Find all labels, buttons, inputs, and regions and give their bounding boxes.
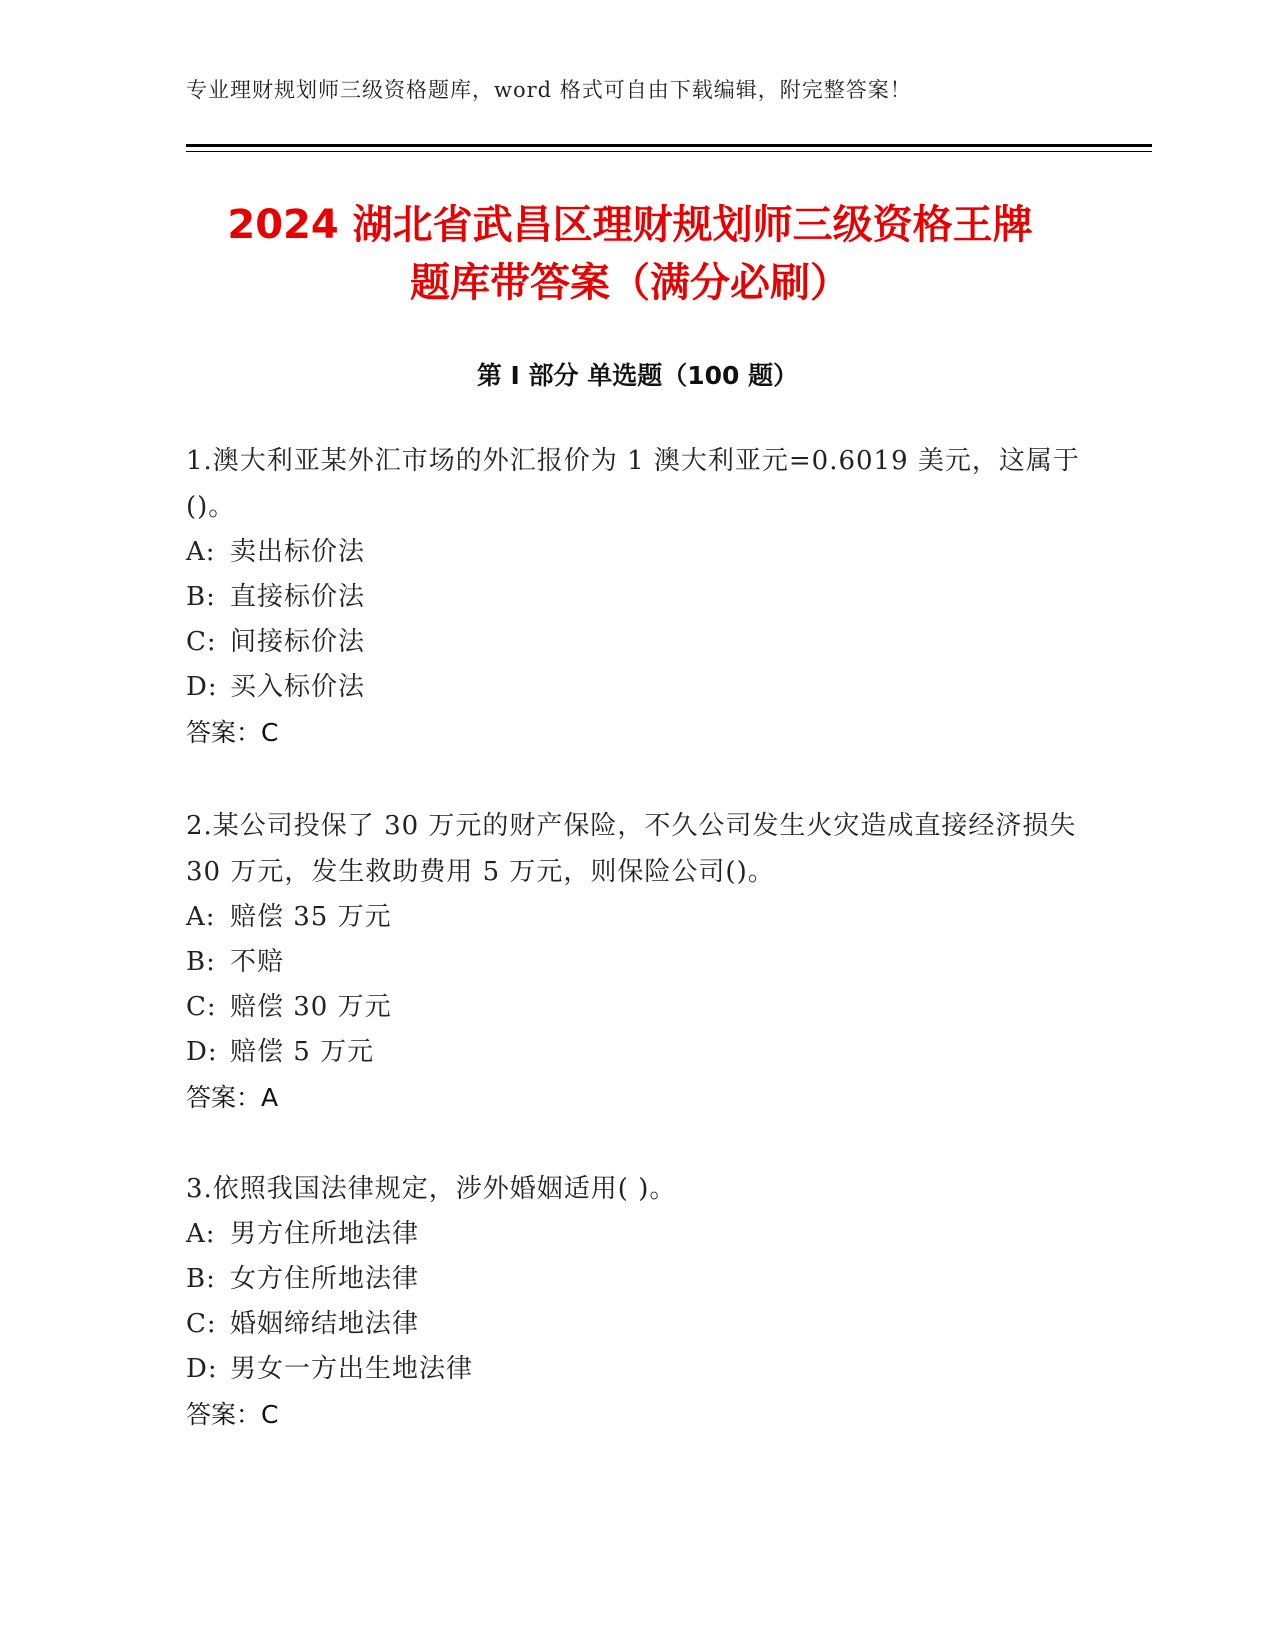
option-key: B: (186, 582, 216, 612)
option-text: 婚姻缔结地法律 (230, 1309, 420, 1339)
option-b (186, 575, 1086, 620)
option-text: 间接标价法 (230, 627, 366, 657)
option-c (186, 620, 1086, 665)
option-text: 男女一方出生地法律 (230, 1354, 474, 1384)
option-key: C: (186, 992, 217, 1022)
answer: 答案：C (186, 1400, 279, 1429)
option-text: 买入标价法 (230, 672, 366, 702)
question-stem: 3.依照我国法律规定，涉外婚姻适用( )。 (186, 1174, 677, 1204)
option-d (186, 1030, 1086, 1075)
option-text: 直接标价法 (230, 582, 366, 612)
option-a (186, 895, 1086, 940)
option-key: D: (186, 1037, 218, 1067)
option-b (186, 940, 1086, 985)
option-key: B: (186, 947, 216, 977)
document-title (180, 196, 1080, 312)
answer: 答案：A (186, 1083, 279, 1112)
header-rule-thin (186, 151, 1152, 152)
option-key: C: (186, 627, 217, 657)
header-rule-thick (186, 144, 1152, 147)
question-stem: 1.澳大利亚某外汇市场的外汇报价为 1 澳大利亚元=0.6019 美元，这属于()。 (186, 446, 1080, 522)
option-text: 赔偿 5 万元 (230, 1037, 375, 1067)
option-key: C: (186, 1309, 217, 1339)
option-d (186, 665, 1086, 710)
option-c (186, 985, 1086, 1030)
question-stem: 2.某公司投保了 30 万元的财产保险，不久公司发生火灾造成直接经济损失 30 万元，发生救助费用 5 万元，则保险公司()。 (186, 811, 1077, 887)
option-key: A: (186, 1219, 216, 1249)
question-3 (186, 1166, 1086, 1438)
option-key: A: (186, 537, 216, 567)
option-b (186, 1257, 1086, 1302)
option-text: 女方住所地法律 (230, 1264, 420, 1294)
option-a (186, 1212, 1086, 1257)
option-d (186, 1347, 1086, 1392)
option-text: 男方住所地法律 (230, 1219, 420, 1249)
option-text: 赔偿 35 万元 (230, 902, 392, 932)
option-text: 卖出标价法 (230, 537, 366, 567)
option-key: A: (186, 902, 216, 932)
option-c (186, 1302, 1086, 1347)
option-a (186, 530, 1086, 575)
option-key: B: (186, 1264, 216, 1294)
option-text: 赔偿 30 万元 (230, 992, 392, 1022)
header-note: 专业理财规划师三级资格题库，word 格式可自由下载编辑，附完整答案！ (186, 78, 912, 102)
question-1 (186, 438, 1086, 756)
section-title: 第 I 部分 单选题（100 题） (476, 361, 799, 390)
answer: 答案：C (186, 718, 279, 747)
document-title-line-1: 2024 湖北省武昌区理财规划师三级资格王牌 (227, 202, 1033, 248)
option-key: D: (186, 672, 218, 702)
question-2 (186, 803, 1086, 1121)
option-key: D: (186, 1354, 218, 1384)
option-text: 不赔 (230, 947, 285, 977)
document-title-line-2: 题库带答案（满分必刷） (410, 260, 850, 306)
